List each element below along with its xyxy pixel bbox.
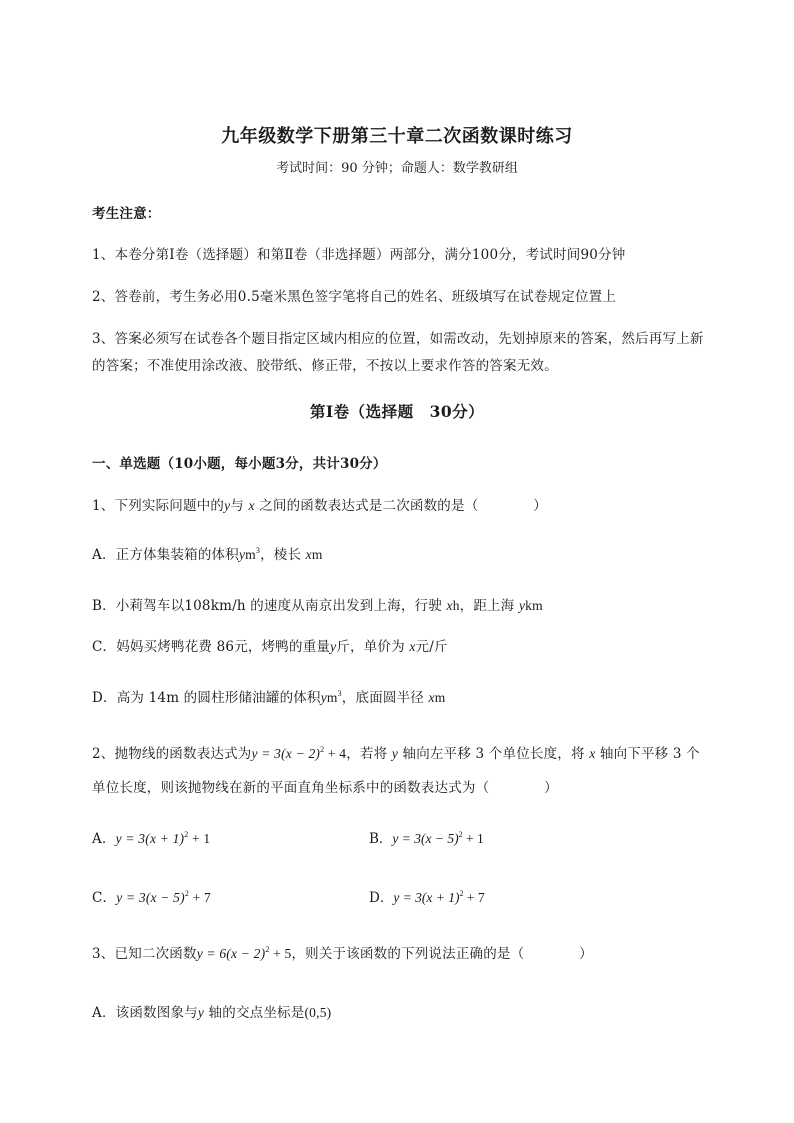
question-3-stem: 3、已知二次函数$y = 6(x - 2)^2 + 5$，则关于该函数的下列说法正确的是（ ）	[92, 945, 593, 962]
question-2-stem: 2、抛物线的函数表达式为$y = 3(x - 2)^2 + 4$，若将 y 轴向左平移 3 个单位长度，将 x 轴向下平移 3 个	[92, 745, 700, 762]
notice-heading: 考生注意：	[92, 206, 161, 222]
question-2-option-d: D．$y = 3(x + 1)^2 + 7$	[369, 889, 485, 906]
equation: y = 3(x − 2)	[251, 746, 321, 761]
question-1-option-d: D．高为 14m 的圆柱形储油罐的体积$ym^3$，底面圆半径 xm	[92, 689, 446, 706]
question-1-option-b: B．小莉驾车以108km/h 的速度从南京出发到上海，行驶 xh，距上海 ykm	[92, 598, 543, 614]
page-title: 九年级数学下册第三十章二次函数课时练习	[221, 126, 573, 147]
question-1-option-a: A．正方体集装箱的体积$ym^3$，棱长 xm	[92, 546, 323, 563]
notice-item-3-cont: 的答案；不准使用涂改液、胶带纸、修正带，不按以上要求作答的答案无效。	[92, 358, 558, 374]
question-2-option-c: C．$y = 3(x - 5)^2 + 7$	[92, 889, 211, 906]
question-1-option-c: C．妈妈买烤鸭花费 86元，烤鸭的重量y斤，单价为 x元/斤	[92, 639, 448, 655]
equation: y = 6(x − 2)	[196, 946, 266, 961]
notice-item-3: 3、答案必须写在试卷各个题目指定区域内相应的位置，如需改动，先划掉原来的答案，然后再写上新	[92, 331, 704, 347]
notice-item-2: 2、答卷前，考生务必用0.5毫米黑色签字笔将自己的姓名、班级填写在试卷规定位置上	[92, 289, 617, 305]
section-title: 第Ⅰ卷（选择题 30分）	[309, 402, 485, 421]
question-2-option-b: B．$y = 3(x - 5)^2 + 1$	[369, 830, 484, 847]
question-2-stem-cont: 单位长度，则该抛物线在新的平面直角坐标系中的函数表达式为（ ）	[92, 780, 558, 796]
notice-item-1: 1、本卷分第Ⅰ卷（选择题）和第Ⅱ卷（非选择题）两部分，满分100分，考试时间90分钟	[92, 247, 626, 263]
exam-info: 考试时间：90 分钟；命题人：数学教研组	[276, 161, 518, 176]
question-1-stem: 1、下列实际问题中的y与 x 之间的函数表达式是二次函数的是（ ）	[92, 498, 547, 514]
part-heading: 一、单选题（10小题，每小题3分，共计30分）	[92, 456, 387, 472]
question-3-option-a: A．该函数图象与y 轴的交点坐标是(0,5)	[92, 1005, 332, 1021]
question-2-option-a: A．$y = 3(x + 1)^2 + 1$	[92, 830, 211, 847]
